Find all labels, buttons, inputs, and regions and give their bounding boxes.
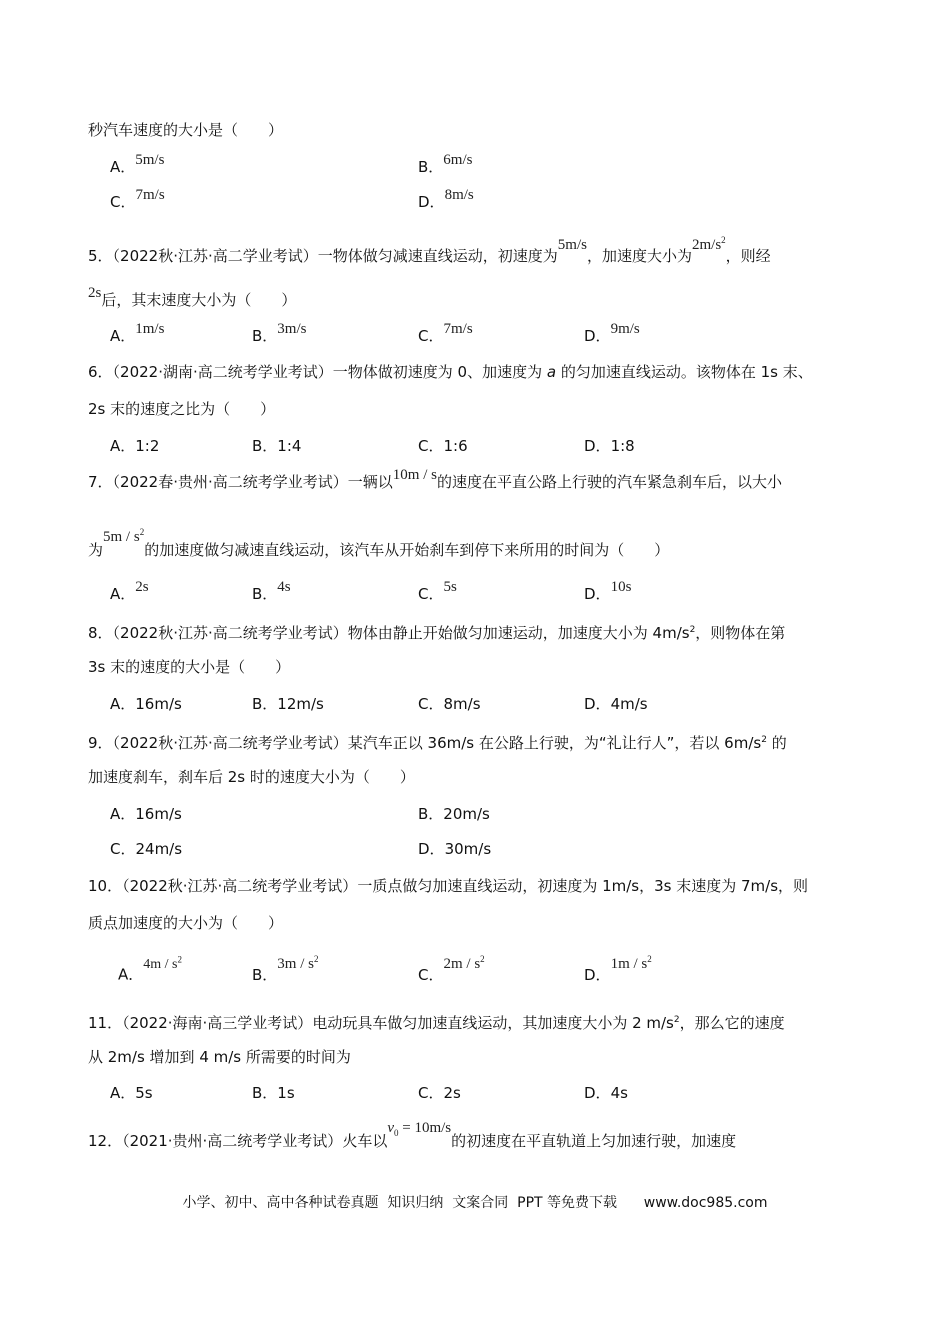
q10-source: （2022秋·江苏·高二统考学业考试） <box>122 877 358 895</box>
q5-option-d[interactable]: D．9m/s <box>584 321 640 345</box>
q7-option-b[interactable]: B．4s <box>252 579 291 603</box>
q10-stem-line2: 质点加速度的大小为（ ） <box>88 914 284 932</box>
q7-option-c[interactable]: C．5s <box>418 579 457 603</box>
q5-option-c[interactable]: C．7m/s <box>418 321 473 345</box>
q4-option-d[interactable]: D．8m/s <box>418 187 474 211</box>
q10-option-c[interactable]: C．$2m / s^2$ <box>418 954 485 984</box>
q9-number: 9． <box>88 734 113 752</box>
q4-option-c[interactable]: C．7m/s <box>110 187 165 211</box>
q11-source: （2022·海南·高三学业考试） <box>122 1014 313 1032</box>
q5-option-b[interactable]: B．3m/s <box>252 321 307 345</box>
q5-v0: 5m/s <box>557 237 587 253</box>
q10-number: 10． <box>88 877 123 895</box>
page-footer <box>0 1192 950 1212</box>
q8-option-b[interactable]: B．12m/s <box>252 695 324 713</box>
q6-option-d[interactable]: D．1:8 <box>584 437 635 455</box>
footer-text: 小学、初中、高中各种试卷真题 知识归纳 文案合同 PPT 等免费下载 <box>182 1195 618 1211</box>
q9-option-c[interactable]: C．24m/s <box>110 840 183 858</box>
q4-option-a[interactable]: A．5m/s <box>110 152 165 176</box>
q8-stem-line2: 3s 末的速度的大小是（ ） <box>88 658 291 676</box>
q8-stem-line1: 8．（2022秋·江苏·高二统考学业考试）物体由静止开始做匀加速运动，加速度大小为 $4m/s^2$，则物体在第 <box>88 624 786 642</box>
q8-number: 8． <box>88 624 113 642</box>
q6-option-b[interactable]: B．1:4 <box>252 437 302 455</box>
q9-stem-line1: 9．（2022秋·江苏·高二统考学业考试）某汽车正以 36m/s 在公路上行驶，为“礼让行人”，若以 $6m/s^2$ 的 <box>88 734 787 752</box>
q9-option-b[interactable]: B．20m/s <box>418 805 490 823</box>
q12-initial-velocity: $v_0 = 10m/s$ <box>387 1120 452 1138</box>
q7-option-a[interactable]: A．2s <box>110 579 149 603</box>
q6-stem-line2: 2s 末的速度之比为（ ） <box>88 400 276 418</box>
q8-option-a[interactable]: A．16m/s <box>110 695 182 713</box>
q7-number: 7． <box>88 473 113 491</box>
q5-accel: $2m/s^2$ <box>691 235 726 253</box>
q5-stem-line2: 2s后，其末速度大小为（ ） <box>88 285 297 309</box>
q7-stem-line2: 为$5m / s^2$的加速度做匀减速直线运动，该汽车从开始刹车到停下来所用的时间为（ ） <box>88 527 670 559</box>
q9-source: （2022秋·江苏·高二统考学业考试） <box>112 734 348 752</box>
q6-number: 6． <box>88 363 113 381</box>
q9-option-d[interactable]: D．30m/s <box>418 840 492 858</box>
q4-option-b[interactable]: B．6m/s <box>418 152 473 176</box>
q11-number: 11． <box>88 1014 123 1032</box>
q5-time: 2s <box>88 285 102 301</box>
q12-source: （2021·贵州·高二统考学业考试） <box>122 1132 343 1150</box>
q5-source: （2022秋·江苏·高二学业考试） <box>112 247 318 265</box>
q7-accel: $5m / s^2$ <box>103 527 145 545</box>
q7-option-d[interactable]: D．10s <box>584 579 632 603</box>
q9-stem-line2: 加速度刹车，刹车后 2s 时的速度大小为（ ） <box>88 768 415 786</box>
q5-number: 5． <box>88 247 113 265</box>
q5-stem-line1: 5．（2022秋·江苏·高二学业考试）一物体做匀减速直线运动，初速度为5m/s，加速度大小为$2m/s^2$，则经 <box>88 235 771 265</box>
footer-url[interactable]: www.doc985.com <box>643 1195 768 1211</box>
q11-option-c[interactable]: C．2s <box>418 1084 461 1102</box>
q4-stem-tail: 秒汽车速度的大小是（ ） <box>88 121 284 139</box>
q6-stem-line1: 6．（2022·湖南·高二统考学业考试）一物体做初速度为 0、加速度为 a 的匀加速直线运动。该物体在 1s 末、 <box>88 363 813 381</box>
q6-option-c[interactable]: C．1:6 <box>418 437 468 455</box>
q8-option-d[interactable]: D．4m/s <box>584 695 648 713</box>
q11-option-a[interactable]: A．5s <box>110 1084 153 1102</box>
q10-option-b[interactable]: B．$3m / s^2$ <box>252 954 319 984</box>
q6-option-a[interactable]: A．1:2 <box>110 437 160 455</box>
q7-source: （2022春·贵州·高二统考学业考试） <box>112 473 348 491</box>
q10-option-d[interactable]: D．$1m / s^2$ <box>584 954 652 984</box>
q11-stem-line2: 从 2m/s 增加到 4 m/s 所需要的时间为 <box>88 1048 351 1066</box>
q11-stem-line1: 11．（2022·海南·高三学业考试）电动玩具车做匀加速直线运动，其加速度大小为 2 $m/s^2$，那么它的速度 <box>88 1014 785 1032</box>
q9-option-a[interactable]: A．16m/s <box>110 805 182 823</box>
q11-option-d[interactable]: D．4s <box>584 1084 628 1102</box>
q8-source: （2022秋·江苏·高二统考学业考试） <box>112 624 348 642</box>
q5-option-a[interactable]: A．1m/s <box>110 321 165 345</box>
q7-stem-line1: 7．（2022春·贵州·高二统考学业考试）一辆以10m / s的速度在平直公路上行驶的汽车紧急刹车后，以大小 <box>88 467 782 491</box>
q10-option-a[interactable]: A．$4m / s^2$ <box>118 954 182 984</box>
q6-source: （2022·湖南·高二统考学业考试） <box>112 363 333 381</box>
q12-stem-line1: 12．（2021·贵州·高二统考学业考试）火车以$v_0 = 10m/s$的初速度在平直轨道上匀加速行驶，加速度 <box>88 1120 737 1150</box>
q11-option-b[interactable]: B．1s <box>252 1084 295 1102</box>
q7-speed: 10m / s <box>392 467 437 483</box>
q8-option-c[interactable]: C．8m/s <box>418 695 481 713</box>
q10-stem-line1: 10．（2022秋·江苏·高二统考学业考试）一质点做匀加速直线运动，初速度为 1m/s，3s 末速度为 7m/s，则 <box>88 877 809 895</box>
q12-number: 12． <box>88 1132 123 1150</box>
